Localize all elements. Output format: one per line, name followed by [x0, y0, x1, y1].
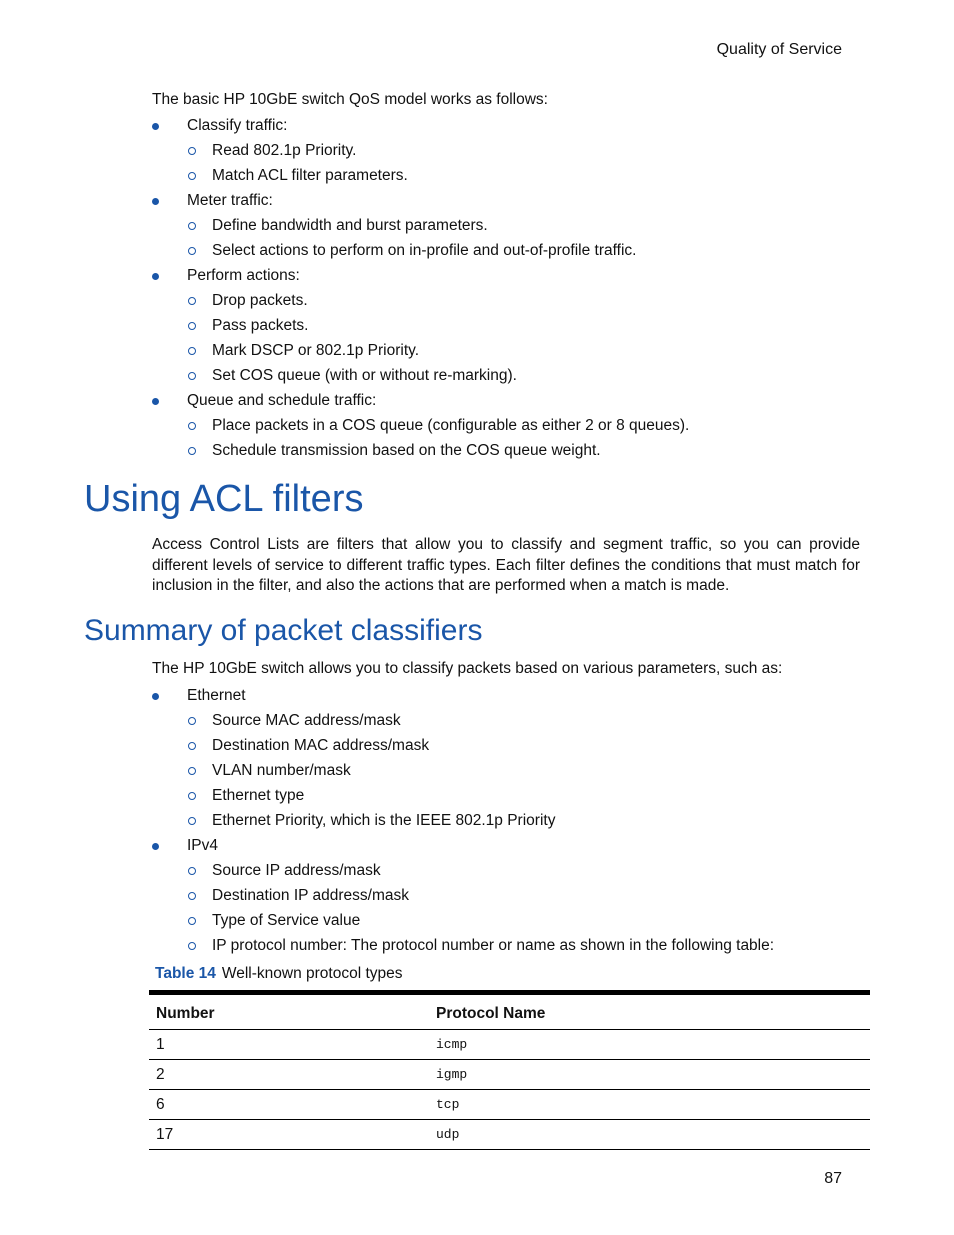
- circle-bullet-icon: [188, 817, 196, 825]
- circle-bullet-icon: [188, 742, 196, 750]
- qos-steps-list: [152, 116, 689, 466]
- bullet-icon: [152, 398, 159, 405]
- circle-bullet-icon: [188, 942, 196, 950]
- bullet-icon: [152, 693, 159, 700]
- list-item: Schedule transmission based on the COS queue weight.: [152, 441, 689, 466]
- classifier-list: [152, 686, 774, 961]
- list-item: Source IP address/mask: [152, 861, 774, 886]
- classifier-intro: The HP 10GbE switch allows you to classify packets based on various parameters, such as:: [152, 660, 783, 677]
- list-item: Place packets in a COS queue (configurable as either 2 or 8 queues).: [152, 416, 689, 441]
- circle-bullet-icon: [188, 792, 196, 800]
- list-item: Destination MAC address/mask: [152, 736, 774, 761]
- section-heading-acl: Using ACL filters: [84, 478, 364, 520]
- list-item: Pass packets.: [152, 316, 689, 341]
- circle-bullet-icon: [188, 222, 196, 230]
- list-item: Drop packets.: [152, 291, 689, 316]
- cell-protocol: udp: [429, 1120, 870, 1150]
- cell-number: 6: [149, 1090, 429, 1120]
- acl-description: Access Control Lists are filters that allow you to classify and segment traffic, so you can provide different levels of service to different traffic types. Each filter defines the conditions that must match for inclusion in the filter, and also the actions that are performed when a match is made.: [152, 536, 860, 594]
- circle-bullet-icon: [188, 422, 196, 430]
- list-item: Destination IP address/mask: [152, 886, 774, 911]
- table-number: Table 14: [155, 965, 216, 982]
- table-caption: [155, 965, 403, 983]
- circle-bullet-icon: [188, 447, 196, 455]
- list-item: Ethernet: [152, 686, 774, 711]
- cell-number: 2: [149, 1060, 429, 1090]
- list-item: Type of Service value: [152, 911, 774, 936]
- circle-bullet-icon: [188, 717, 196, 725]
- list-item: Define bandwidth and burst parameters.: [152, 216, 689, 241]
- section-heading-classifiers: Summary of packet classifiers: [84, 614, 483, 647]
- table-row: [149, 1120, 870, 1150]
- list-item: Select actions to perform on in-profile and out-of-profile traffic.: [152, 241, 689, 266]
- list-item: Mark DSCP or 802.1p Priority.: [152, 341, 689, 366]
- running-header: Quality of Service: [716, 41, 842, 58]
- bullet-icon: [152, 198, 159, 205]
- list-item: Set COS queue (with or without re-marking).: [152, 366, 689, 391]
- list-item: Queue and schedule traffic:: [152, 391, 689, 416]
- circle-bullet-icon: [188, 297, 196, 305]
- circle-bullet-icon: [188, 892, 196, 900]
- list-item: VLAN number/mask: [152, 761, 774, 786]
- cell-number: 1: [149, 1030, 429, 1060]
- circle-bullet-icon: [188, 372, 196, 380]
- circle-bullet-icon: [188, 247, 196, 255]
- cell-protocol: tcp: [429, 1090, 870, 1120]
- list-item: Read 802.1p Priority.: [152, 141, 689, 166]
- bullet-icon: [152, 843, 159, 850]
- list-item: Meter traffic:: [152, 191, 689, 216]
- protocol-table: [149, 990, 870, 1150]
- cell-number: 17: [149, 1120, 429, 1150]
- circle-bullet-icon: [188, 347, 196, 355]
- list-item: IP protocol number: The protocol number or name as shown in the following table:: [152, 936, 774, 961]
- table-title: Well-known protocol types: [221, 965, 403, 982]
- circle-bullet-icon: [188, 767, 196, 775]
- circle-bullet-icon: [188, 917, 196, 925]
- column-header-protocol-name: Protocol Name: [436, 1004, 546, 1022]
- list-item: Ethernet Priority, which is the IEEE 802.1p Priority: [152, 811, 774, 836]
- circle-bullet-icon: [188, 867, 196, 875]
- qos-intro: The basic HP 10GbE switch QoS model works as follows:: [152, 91, 548, 108]
- circle-bullet-icon: [188, 322, 196, 330]
- cell-protocol: icmp: [429, 1030, 870, 1060]
- bullet-icon: [152, 123, 159, 130]
- table-row: [149, 1090, 870, 1120]
- bullet-icon: [152, 273, 159, 280]
- table-header-row: [149, 993, 870, 1030]
- page-number: 87: [824, 1170, 842, 1187]
- list-item: Ethernet type: [152, 786, 774, 811]
- list-item: Source MAC address/mask: [152, 711, 774, 736]
- circle-bullet-icon: [188, 172, 196, 180]
- cell-protocol: igmp: [429, 1060, 870, 1090]
- list-item: Classify traffic:: [152, 116, 689, 141]
- column-header-number: Number: [156, 1004, 215, 1022]
- list-item: Match ACL filter parameters.: [152, 166, 689, 191]
- table-row: [149, 1060, 870, 1090]
- circle-bullet-icon: [188, 147, 196, 155]
- list-item: Perform actions:: [152, 266, 689, 291]
- table-row: [149, 1030, 870, 1060]
- list-item: IPv4: [152, 836, 774, 861]
